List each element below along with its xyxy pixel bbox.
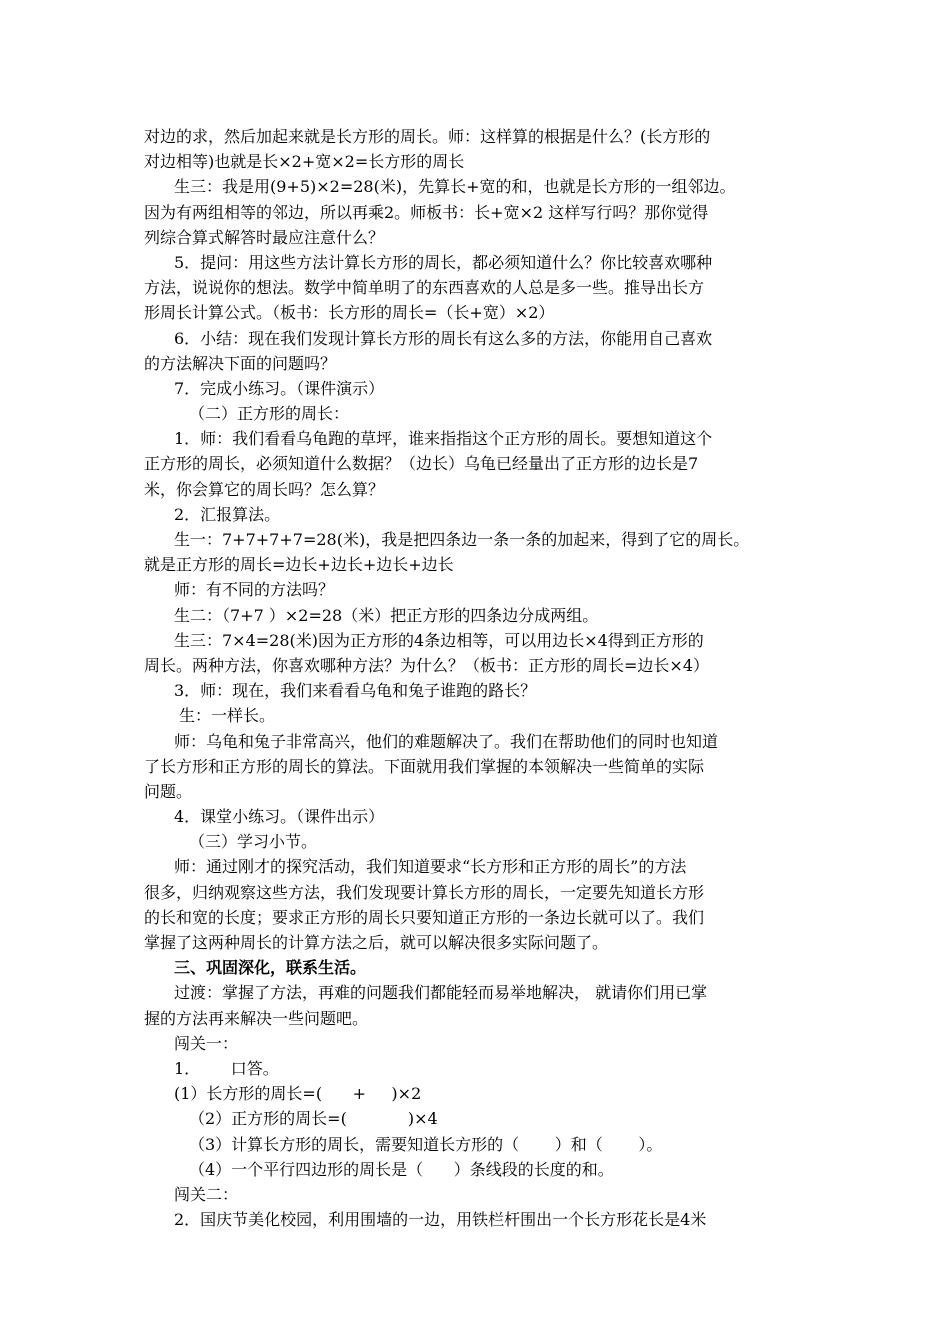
text-line-22: 周长。两种方法，你喜欢哪种方法？为什么？（板书：正方形的周长=边长×4） [144,655,709,675]
section-heading-square: （二）正方形的周长： [189,404,350,424]
text-line-14: 正方形的周长，必须知道什么数据？（边长）乌龟已经量出了正方形的边长是7 [144,454,699,474]
text-line-21: 生三：7×4=28(米)因为正方形的4条边相等，可以用边长×4得到正方形的 [174,630,704,650]
question-1-4: （4）一个平行四边形的周长是（ ）条线段的长度的和。 [189,1159,614,1179]
text-line-3: 生三：我是用(9+5)×2=28(米)，先算长+宽的和，也就是长方形的一组邻边。 [174,177,736,197]
question-1-1: (1）长方形的周长=( + )×2 [174,1084,422,1104]
text-line-16: 2．汇报算法。 [174,504,281,524]
text-line-7: 方法，说说你的想法。数学中简单明了的东西喜欢的人总是多一些。推导出长方 [144,278,705,298]
text-line-26: 了长方形和正方形的周长的算法。下面就用我们掌握的本领解决一些简单的实际 [144,756,705,776]
text-line-30: 师：通过刚才的探究活动，我们知道要求“长方形和正方形的周长”的方法 [174,857,687,877]
text-line-10: 的方法解决下面的问题吗？ [144,353,337,373]
text-line-35: 过渡：掌握了方法，再难的问题我们都能轻而易举地解决， 就请你们用已掌 [174,983,708,1003]
text-line-19: 师：有不同的方法吗？ [174,580,335,600]
text-line-6: 5．提问：用这些方法计算长方形的周长，都必须知道什么？你比较喜欢哪种 [174,252,713,272]
question-2: 2．国庆节美化校园，利用围墙的一边，用铁栏杆围出一个长方形花长是4米 [174,1210,707,1230]
text-line-24: 生：一样长。 [179,706,276,726]
question-1-3: （3）计算长方形的周长，需要知道长方形的（ ）和（ ）。 [189,1134,663,1154]
text-line-25: 师：乌龟和兔子非常高兴，他们的难题解决了。我们在帮助他们的同时也知道 [174,731,719,751]
text-line-2: 对边相等)也就是长×2+宽×2=长方形的周长 [144,152,465,172]
text-line-13: 1．师：我们看看乌龟跑的草坪，谁来指指这个正方形的周长。要想知道这个 [174,429,713,449]
section-heading-consolidate: 三、巩固深化，联系生活。 [174,958,367,978]
text-line-23: 3．师：现在，我们来看看乌龟和兔子谁跑的路长？ [174,681,537,701]
question-1-2: （2）正方形的周长=( )×4 [189,1109,438,1129]
level-one-heading: 闯关一： [174,1033,239,1053]
text-line-5: 列综合算式解答时最应注意什么？ [144,227,385,247]
text-line-9: 6．小结：现在我们发现计算长方形的周长有这么多的方法，你能用自己喜欢 [174,328,713,348]
text-line-11: 7．完成小练习。（课件演示） [174,378,385,398]
text-line-36: 握的方法再来解决一些问题吧。 [144,1008,369,1028]
document-page [144,124,808,1232]
text-line-31: 很多，归纳观察这些方法，我们发现要计算长方形的周长，一定要先知道长方形 [144,882,705,902]
text-line-1: 对边的求，然后加起来就是长方形的周长。师：这样算的根据是什么？(长方形的 [144,127,711,146]
section-heading-summary: （三）学习小节。 [189,832,318,852]
level-two-heading: 闯关二： [174,1184,239,1204]
text-line-28: 4．课堂小练习。（课件出示） [174,807,385,827]
text-line-33: 掌握了这两种周长的计算方法之后，就可以解决很多实际问题了。 [144,933,609,952]
text-line-8: 形周长计算公式。（板书：长方形的周长=（长+宽）×2） [144,303,555,323]
text-line-27: 问题。 [144,781,193,801]
text-line-18: 就是正方形的周长=边长+边长+边长+边长 [144,555,454,575]
text-line-20: 生二：（7+7 ）×2=28（米）把正方形的四条边分成两组。 [174,605,599,625]
text-line-32: 的长和宽的长度；要求正方形的周长只要知道正方形的一条边长就可以了。我们 [144,907,705,927]
text-line-17: 生一：7+7+7+7=28(米)，我是把四条边一条一条的加起来，得到了它的周长。 [174,530,750,549]
text-line-4: 因为有两组相等的邻边，所以再乘2。师板书：长+宽×2 这样写行吗？那你觉得 [144,202,709,222]
question-1: 1． 口答。 [174,1058,279,1078]
text-line-15: 米，你会算它的周长吗？怎么算？ [144,479,385,499]
